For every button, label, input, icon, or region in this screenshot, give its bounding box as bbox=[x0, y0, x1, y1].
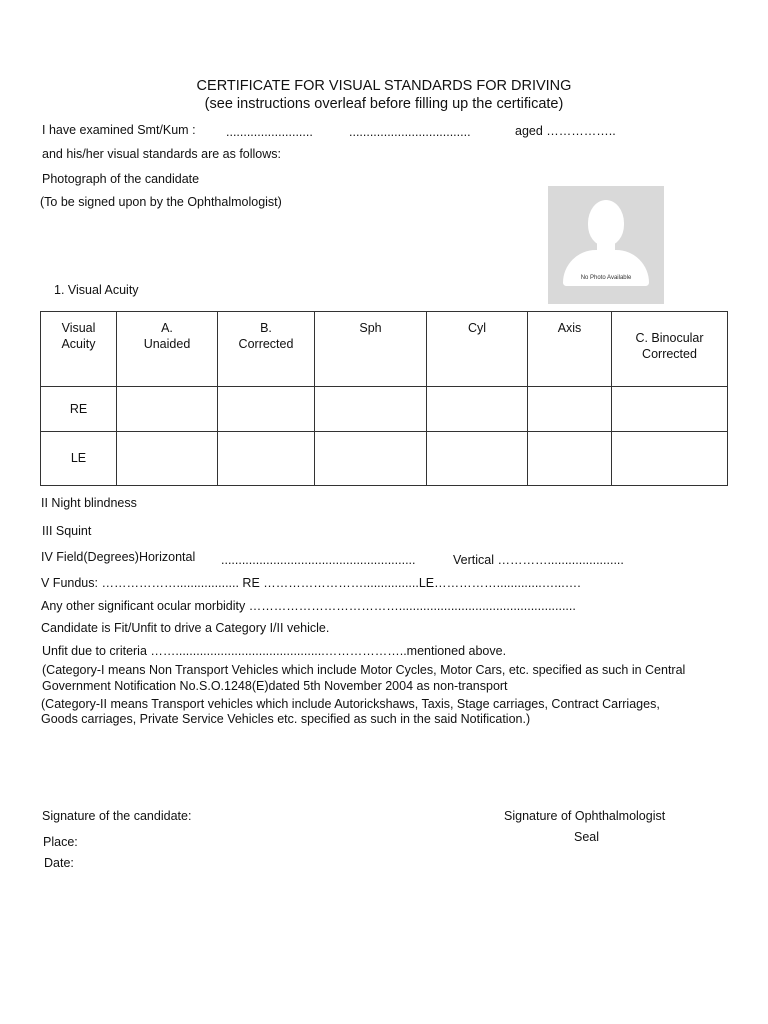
category2-note-line1: (Category-II means Transport vehicles which include Autorickshaws, Taxis, Stage carriages, Contract Carriages, bbox=[41, 697, 660, 711]
col-axis: Axis bbox=[528, 312, 612, 387]
table-cell[interactable] bbox=[528, 432, 612, 486]
visual-acuity-heading: 1. Visual Acuity bbox=[54, 283, 139, 297]
table-cell[interactable] bbox=[117, 387, 218, 432]
candidate-photo-placeholder bbox=[548, 186, 664, 304]
field-horizontal-label: IV Field(Degrees)Horizontal bbox=[41, 550, 196, 564]
examined-label: I have examined Smt/Kum : bbox=[42, 123, 196, 137]
table-row-le bbox=[41, 432, 728, 486]
col-cyl: Cyl bbox=[427, 312, 528, 387]
standards-text: and his/her visual standards are as follows: bbox=[42, 147, 282, 161]
category1-note-line2: Government Notification No.S.O.1248(E)dated 5th November 2004 as non-transport bbox=[42, 679, 508, 693]
table-row-re bbox=[41, 387, 728, 432]
col-sph: Sph bbox=[315, 312, 427, 387]
col-unaided: A. Unaided bbox=[117, 312, 218, 387]
table-cell[interactable] bbox=[612, 432, 728, 486]
category1-note-line1: (Category-I means Non Transport Vehicles which include Motor Cycles, Motor Cars, etc. specified as such in Central bbox=[42, 663, 686, 677]
visual-acuity-table bbox=[40, 311, 728, 486]
place-label: Place: bbox=[43, 835, 78, 849]
table-cell[interactable] bbox=[612, 387, 728, 432]
seal-label: Seal bbox=[574, 830, 600, 844]
name-field-2: ................................... bbox=[349, 125, 471, 139]
row-label-le: LE bbox=[41, 432, 117, 486]
name-field-1: ......................... bbox=[226, 125, 313, 139]
squint-label: III Squint bbox=[42, 524, 92, 538]
field-horizontal-value: ........................................................ bbox=[221, 553, 416, 567]
table-cell[interactable] bbox=[427, 387, 528, 432]
table-cell[interactable] bbox=[218, 387, 315, 432]
table-cell[interactable] bbox=[315, 387, 427, 432]
col-corrected: B. Corrected bbox=[218, 312, 315, 387]
ocular-morbidity-line: Any other significant ocular morbidity ………………………………................................................... bbox=[41, 599, 576, 613]
table-cell[interactable] bbox=[427, 432, 528, 486]
table-cell[interactable] bbox=[218, 432, 315, 486]
unfit-criteria-line: Unfit due to criteria ……...........................................………………..mentioned above. bbox=[42, 644, 507, 658]
row-label-re: RE bbox=[41, 387, 117, 432]
page-subtitle: (see instructions overleaf before filling up the certificate) bbox=[204, 96, 564, 112]
table-cell[interactable] bbox=[528, 387, 612, 432]
table-header-row bbox=[41, 312, 728, 387]
photo-sign-note: (To be signed upon by the Ophthalmologist) bbox=[40, 195, 282, 209]
no-photo-caption: No Photo Available bbox=[580, 275, 632, 281]
fundus-line: V Fundus: ……………….................. RE ……………………................LE…………….............…...…. bbox=[41, 576, 581, 590]
page-title: CERTIFICATE FOR VISUAL STANDARDS FOR DRIVING bbox=[196, 78, 572, 94]
table-cell[interactable] bbox=[315, 432, 427, 486]
candidate-signature-label: Signature of the candidate: bbox=[42, 809, 192, 823]
aged-field: aged …………….. bbox=[515, 124, 616, 138]
photo-label: Photograph of the candidate bbox=[42, 172, 200, 186]
field-vertical-label: Vertical …………...................... bbox=[453, 553, 624, 567]
date-label: Date: bbox=[44, 856, 74, 870]
table-cell[interactable] bbox=[117, 432, 218, 486]
person-silhouette-icon bbox=[588, 200, 624, 246]
col-visual-acuity: Visual Acuity bbox=[41, 312, 117, 387]
category2-note-line2: Goods carriages, Private Service Vehicles etc. specified as such in the said Notification.) bbox=[41, 712, 531, 726]
ophthalmologist-signature-label: Signature of Ophthalmologist bbox=[504, 809, 666, 823]
col-binocular-corrected: C. Binocular Corrected bbox=[612, 312, 728, 387]
night-blindness-label: II Night blindness bbox=[41, 496, 137, 510]
fitness-statement: Candidate is Fit/Unfit to drive a Category I/II vehicle. bbox=[41, 621, 330, 635]
